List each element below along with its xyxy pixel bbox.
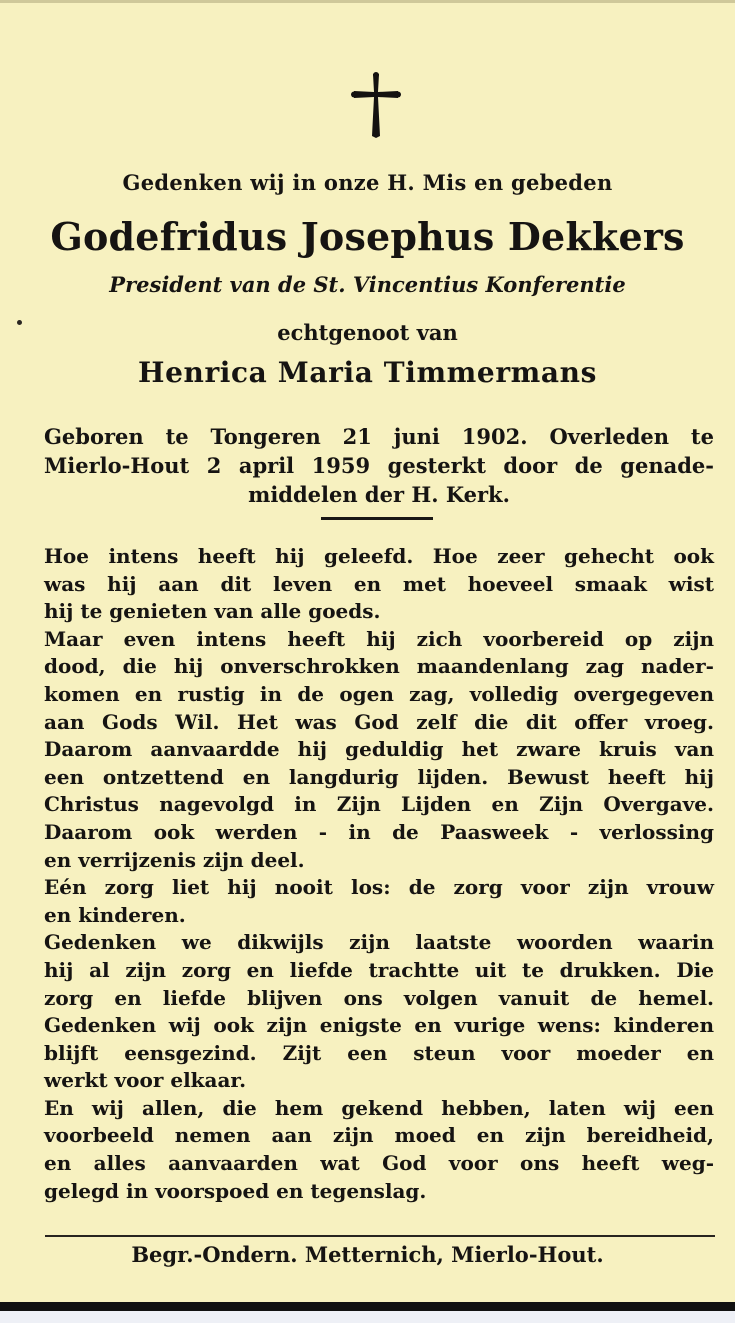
bottom-border (0, 1302, 735, 1311)
top-edge (0, 0, 735, 3)
memorial-text (44, 543, 714, 1205)
cross-icon (351, 72, 401, 140)
text-line: werkt voor elkaar. (44, 1068, 247, 1093)
text-line: hij al zijn zorg en liefde trachtte uit te drukken. Die (44, 957, 714, 982)
text-line: voorbeeld nemen aan zijn moed en zijn bereidheid, (44, 1123, 714, 1148)
text-line: en alles aanvaarden wat God voor ons heeft weg- (44, 1151, 714, 1176)
text-line: Hoe intens heeft hij geleefd. Hoe zeer gehecht ook (44, 544, 714, 568)
text-line: hij te genieten van alle goeds. (44, 599, 381, 624)
spouse-name: Henrica Maria Timmermans (138, 356, 597, 389)
text-line: Daarom aanvaardde hij geduldig het zware kruis van (44, 737, 714, 762)
text-line: Gedenken we dikwijls zijn laatste woorden waarin (44, 930, 714, 955)
bio-line: Mierlo-Hout 2 april 1959 gesterkt door de genade- (44, 453, 714, 478)
deceased-name: Godefridus Josephus Dekkers (50, 214, 685, 259)
text-line: Maar even intens heeft hij zich voorbereid op zijn (44, 626, 714, 651)
text-line: een ontzettend en langdurig lijden. Bewust heeft hij (44, 764, 714, 789)
text-line: gelegd in voorspoed en tegenslag. (44, 1178, 427, 1203)
footer-rule (45, 1235, 715, 1237)
text-line: was hij aan dit leven en met hoeveel smaak wist (44, 571, 714, 596)
text-line: zorg en liefde blijven ons volgen vanuit de hemel. (44, 985, 714, 1010)
text-line: Eén zorg liet hij nooit los: de zorg voor zijn vrouw (44, 875, 714, 900)
spouse-label: echtgenoot van (277, 320, 458, 345)
text-line: en verrijzenis zijn deel. (44, 847, 305, 872)
deceased-title: President van de St. Vincentius Konferentie (109, 272, 626, 297)
bio-block (44, 422, 714, 509)
bio-line: middelen der H. Kerk. (248, 482, 510, 507)
text-line: aan Gods Wil. Het was God zelf die dit offer vroeg. (44, 709, 714, 734)
text-line: En wij allen, die hem gekend hebben, laten wij een (44, 1095, 714, 1120)
text-line: en kinderen. (44, 902, 186, 927)
text-line: Gedenken wij ook zijn enigste en vurige wens: kinderen (44, 1013, 714, 1038)
bottom-strip (0, 1311, 735, 1323)
separator-line (321, 517, 433, 520)
text-line: Christus nagevolgd in Zijn Lijden en Zijn Overgave. (44, 792, 714, 817)
text-line: dood, die hij onverschrokken maandenlang zag nader- (44, 654, 714, 679)
undertaker-footer: Begr.-Ondern. Metternich, Mierlo-Hout. (131, 1242, 604, 1267)
text-line: blijft eensgezind. Zijt een steun voor moeder en (44, 1040, 714, 1065)
intro-text: Gedenken wij in onze H. Mis en gebeden (122, 170, 613, 195)
text-line: Daarom ook werden - in de Paasweek - verlossing (44, 819, 714, 844)
text-line: komen en rustig in de ogen zag, volledig overgegeven (44, 681, 714, 706)
bio-line: Geboren te Tongeren 21 juni 1902. Overleden te (44, 424, 714, 449)
